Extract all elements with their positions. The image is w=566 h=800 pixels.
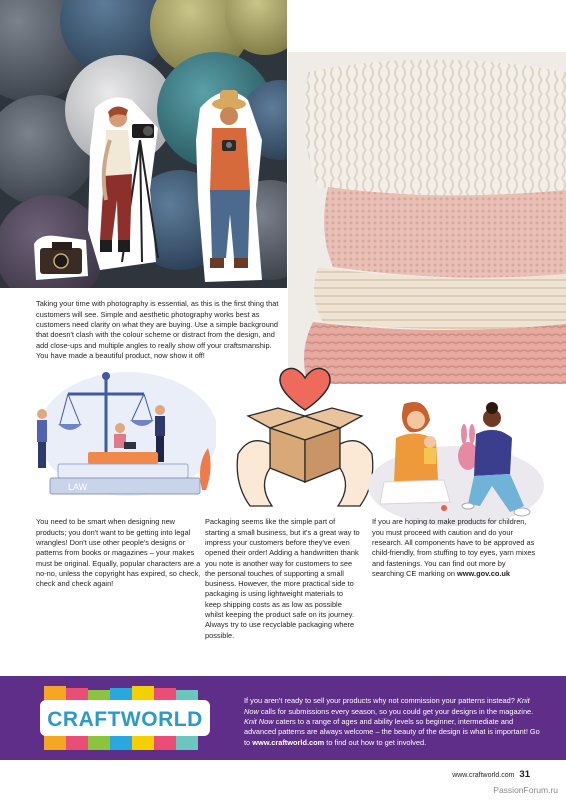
scales-of-justice-illustration	[28, 364, 216, 504]
legal-illustration	[28, 364, 216, 504]
man-photographer-sticker	[196, 90, 262, 282]
childrens-toys-illustration	[364, 394, 544, 532]
vintage-camera-sticker	[34, 236, 88, 280]
craftworld-logo-graphic	[40, 686, 215, 750]
childrens-products-text	[372, 517, 537, 579]
woman-photographer-sticker	[88, 97, 158, 270]
childrens-products-body: If you are hoping to make products for children, you must proceed with caution and do your research. All components have to be approved as child-friendly, from stuffing to toy eyes, yarn mixes and fastenings. You can find out more by searching CE marking on	[372, 517, 536, 578]
law-book-label: LAW	[68, 482, 88, 492]
banner-text-part-1: If you aren't ready to sell your products why not commission your patterns instead?	[244, 696, 517, 706]
knitted-blankets-illustration	[288, 52, 566, 384]
craftworld-logo	[40, 686, 215, 750]
women-with-toys-illustration	[364, 394, 544, 532]
craftworld-logo-text: CRAFTWORLD	[47, 708, 203, 731]
page-number: 31	[519, 769, 530, 780]
banner-text-part-3: caters to a range of ages and ability levels so beginner, intermediate and advanced patterns are always welcome – the beauty of the design is what is important! Go to	[244, 716, 540, 747]
page-footer	[452, 769, 530, 780]
legal-advice-text: You need to be smart when designing new products; you don't want to be getting into legal wrangles! Don't use other people's designs or patterns from books or magazines – your makes must be original. Equally, popular characters are a no-no, unless the copyright has expired, so check, check and check again!	[36, 517, 201, 589]
footer-url[interactable]: www.craftworld.com	[452, 772, 515, 779]
knit-now-title-1: Knit Now	[244, 696, 530, 716]
knitted-blankets-photo	[288, 52, 566, 384]
box-heart-illustration	[230, 364, 380, 512]
gov-link[interactable]: www.gov.co.uk	[457, 568, 511, 578]
knit-now-title-2: Knit Now	[244, 716, 274, 726]
watermark: PassionForum.ru	[493, 785, 558, 795]
craftworld-link[interactable]: www.craftworld.com	[252, 737, 325, 747]
banner-text-part-2: calls for submissions every season, so you could get your designs in the magazine.	[258, 706, 534, 716]
yarn-photographers-image	[0, 0, 287, 288]
banner-text-part-4: to find out how to get involved.	[324, 737, 427, 747]
yarn-photographers-illustration	[0, 0, 287, 288]
packaging-advice-text: Packaging seems like the simple part of starting a small business, but it's a great way to impress your customers before they've even opened their order! Adding a handwritten thank you note is another way for customers to see the personal touches of supporting a small business. However, the more practical side to packaging is using lightweight materials to keep shipping costs as as low as possible whilst keeping the product safe on its journey. Always try to use recyclable packaging where possible.	[205, 517, 360, 640]
commission-patterns-text	[244, 696, 544, 747]
photography-caption: Taking your time with photography is essential, as this is the first thing that customers will see. Simple and aesthetic photography works best as customers need clarity on what they are buying. Use a simple background that doesn't clash with the colour scheme or distract from the design, and add close-ups and multiple angles to really show off your craftsmanship. You have made a beautiful product, now show it off!	[36, 299, 279, 360]
packaging-illustration	[230, 364, 380, 512]
